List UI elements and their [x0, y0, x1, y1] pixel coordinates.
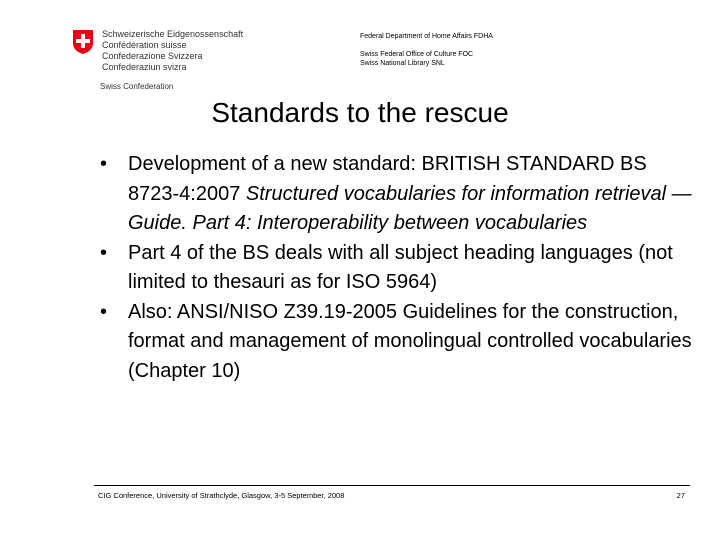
swiss-confederation-label: Swiss Confederation [100, 82, 174, 91]
bullet-list [100, 150, 700, 386]
bullet-item [100, 239, 700, 298]
bullet-italic-text: Structured vocabularies for information retrieval — Guide. Part 4: Interoperability between vocabularies [128, 182, 692, 234]
bullet-text: Part 4 of the BS deals with all subject heading languages (not limited to thesauri as for ISO 5964) [128, 241, 673, 293]
confederation-name: Schweizerische Eidgenossenschaft [102, 29, 244, 39]
confederation-name: Confederazione Svizzera [102, 51, 203, 61]
bullet-dot: • [100, 153, 108, 175]
bullet-text: Development of a new standard: BRITISH STANDARD BS 8723-4:2007 [128, 153, 647, 205]
bullet-dot: • [100, 241, 108, 264]
slide-title: Standards to the rescue [211, 97, 509, 128]
bullet-item [100, 150, 700, 239]
department-name: Federal Department of Home Affairs FDHA [360, 33, 493, 40]
footer-divider [94, 485, 690, 486]
confederation-name: Confederaziun svizra [102, 62, 187, 72]
swiss-flag-icon [72, 29, 94, 55]
bullet-dot: • [100, 300, 108, 323]
confederation-names [102, 29, 243, 73]
office-name: Swiss National Library SNL [360, 60, 445, 67]
office-name: Swiss Federal Office of Culture FOC [360, 51, 474, 58]
bullet-item [100, 298, 700, 387]
department-info [360, 32, 493, 68]
footer-text: CIG Conference, University of Strathclyde, Glasgow, 3-5 September, 2008 [98, 491, 345, 500]
confederation-name: Confédération suisse [102, 40, 187, 50]
page-number: 27 [676, 491, 685, 500]
bullet-text: Also: ANSI/NISO Z39.19-2005 Guidelines for the construction, format and management of monolingual controlled vocabularies (Chapter 10) [128, 300, 692, 382]
